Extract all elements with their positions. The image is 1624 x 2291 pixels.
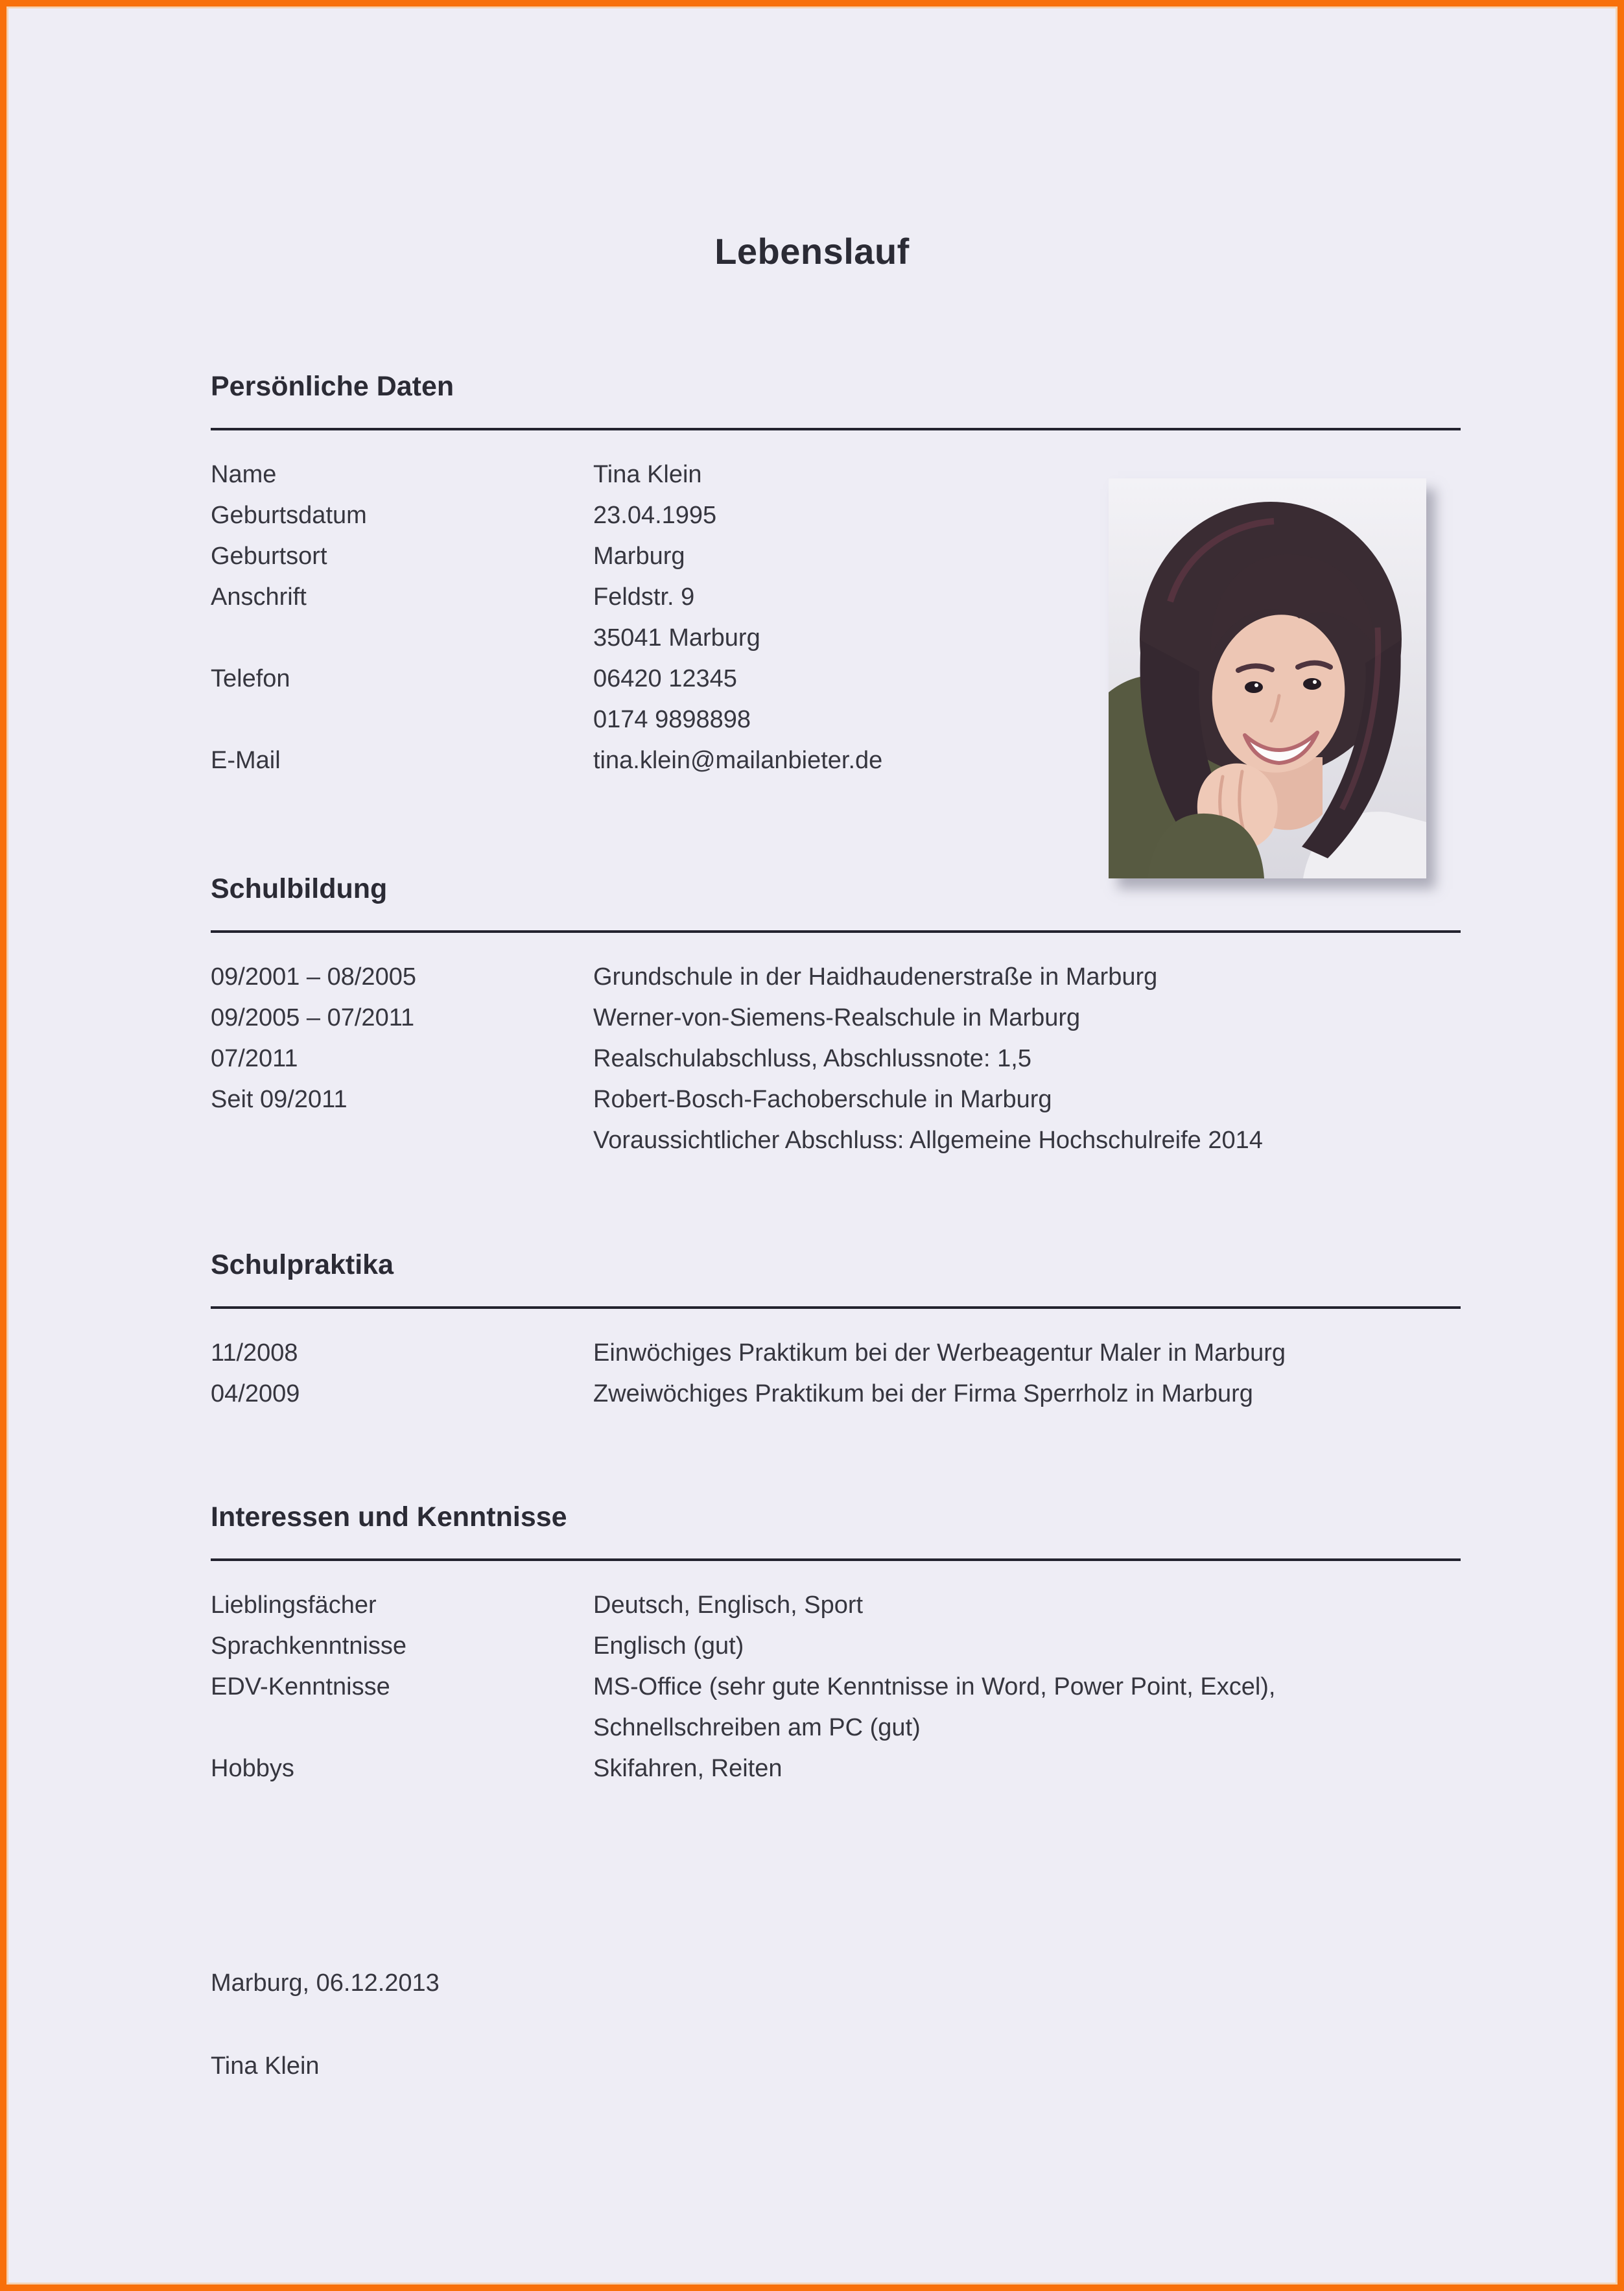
data-row xyxy=(211,1748,1461,1789)
row-label: 09/2005 – 07/2011 xyxy=(211,1004,415,1031)
row-label: E-Mail xyxy=(211,747,281,774)
data-row xyxy=(211,1039,1461,1079)
section-rows xyxy=(211,957,1461,1161)
data-row xyxy=(211,1333,1461,1374)
row-label: Seit 09/2011 xyxy=(211,1086,347,1113)
row-label: 04/2009 xyxy=(211,1380,300,1407)
section-divider xyxy=(211,428,1461,430)
page-title: Lebenslauf xyxy=(714,230,910,272)
data-row xyxy=(211,1374,1461,1415)
data-row xyxy=(211,1585,1461,1626)
section-divider xyxy=(211,930,1461,933)
row-value: 0174 9898898 xyxy=(593,706,751,733)
row-label: 11/2008 xyxy=(211,1339,298,1367)
row-label: Name xyxy=(211,461,277,488)
row-label: Geburtsdatum xyxy=(211,502,367,529)
row-label xyxy=(211,1708,593,1748)
section-heading: Interessen und Kenntnisse xyxy=(211,1501,567,1533)
data-row xyxy=(211,957,1461,998)
row-value: Robert-Bosch-Fachoberschule in Marburg xyxy=(593,1086,1052,1113)
row-value: Voraussichtlicher Abschluss: Allgemeine Hochschulreife 2014 xyxy=(593,1127,1263,1154)
row-value: tina.klein@mailanbieter.de xyxy=(593,747,883,774)
row-label xyxy=(211,1120,593,1161)
row-label: Sprachkenntnisse xyxy=(211,1632,407,1660)
row-label xyxy=(211,618,593,659)
row-value: Zweiwöchiges Praktikum bei der Firma Sperrholz in Marburg xyxy=(593,1380,1253,1407)
section-rows xyxy=(211,1585,1461,1789)
row-value: Realschulabschluss, Abschlussnote: 1,5 xyxy=(593,1045,1031,1072)
applicant-photo xyxy=(1109,478,1426,878)
row-value: 35041 Marburg xyxy=(593,624,760,652)
data-row xyxy=(211,998,1461,1039)
section-heading: Persönliche Daten xyxy=(211,371,454,402)
row-label: 09/2001 – 08/2005 xyxy=(211,963,416,991)
row-value: Feldstr. 9 xyxy=(593,583,695,611)
row-label: EDV-Kenntnisse xyxy=(211,1673,390,1700)
row-value: MS-Office (sehr gute Kenntnisse in Word, Power Point, Excel), xyxy=(593,1673,1276,1700)
row-value: 06420 12345 xyxy=(593,665,737,692)
row-value: Tina Klein xyxy=(593,461,702,488)
row-label: Lieblingsfächer xyxy=(211,1592,377,1619)
row-value: Werner-von-Siemens-Realschule in Marburg xyxy=(593,1004,1081,1031)
data-row xyxy=(211,1626,1461,1667)
row-label: Telefon xyxy=(211,665,290,692)
row-value: Grundschule in der Haidhaudenerstraße in Marburg xyxy=(593,963,1158,991)
section-schulbildung xyxy=(211,875,1461,1161)
data-row xyxy=(211,1120,1461,1161)
row-label xyxy=(211,699,593,740)
row-value: Deutsch, Englisch, Sport xyxy=(593,1592,864,1619)
row-value: Englisch (gut) xyxy=(593,1632,744,1660)
footer-signature-name: Tina Klein xyxy=(211,2052,320,2080)
row-label: Hobbys xyxy=(211,1755,294,1782)
row-value: 23.04.1995 xyxy=(593,502,717,529)
footer-place-date: Marburg, 06.12.2013 xyxy=(211,1969,440,1997)
row-value: Schnellschreiben am PC (gut) xyxy=(593,1714,921,1741)
row-value: Marburg xyxy=(593,543,685,570)
section-rows xyxy=(211,1333,1461,1415)
data-row xyxy=(211,1667,1461,1708)
data-row xyxy=(211,1708,1461,1748)
row-label: Anschrift xyxy=(211,583,307,611)
applicant-photo-illustration xyxy=(1109,478,1426,878)
section-schulpraktika xyxy=(211,1251,1461,1415)
row-label: Geburtsort xyxy=(211,543,327,570)
section-divider xyxy=(211,1306,1461,1309)
section-divider xyxy=(211,1558,1461,1561)
row-label: 07/2011 xyxy=(211,1045,298,1072)
row-value: Skifahren, Reiten xyxy=(593,1755,783,1782)
section-interessen-und-kenntnisse xyxy=(211,1503,1461,1789)
row-value: Einwöchiges Praktikum bei der Werbeagentur Maler in Marburg xyxy=(593,1339,1286,1367)
data-row xyxy=(211,1079,1461,1120)
section-heading: Schulbildung xyxy=(211,873,388,904)
section-heading: Schulpraktika xyxy=(211,1249,394,1280)
